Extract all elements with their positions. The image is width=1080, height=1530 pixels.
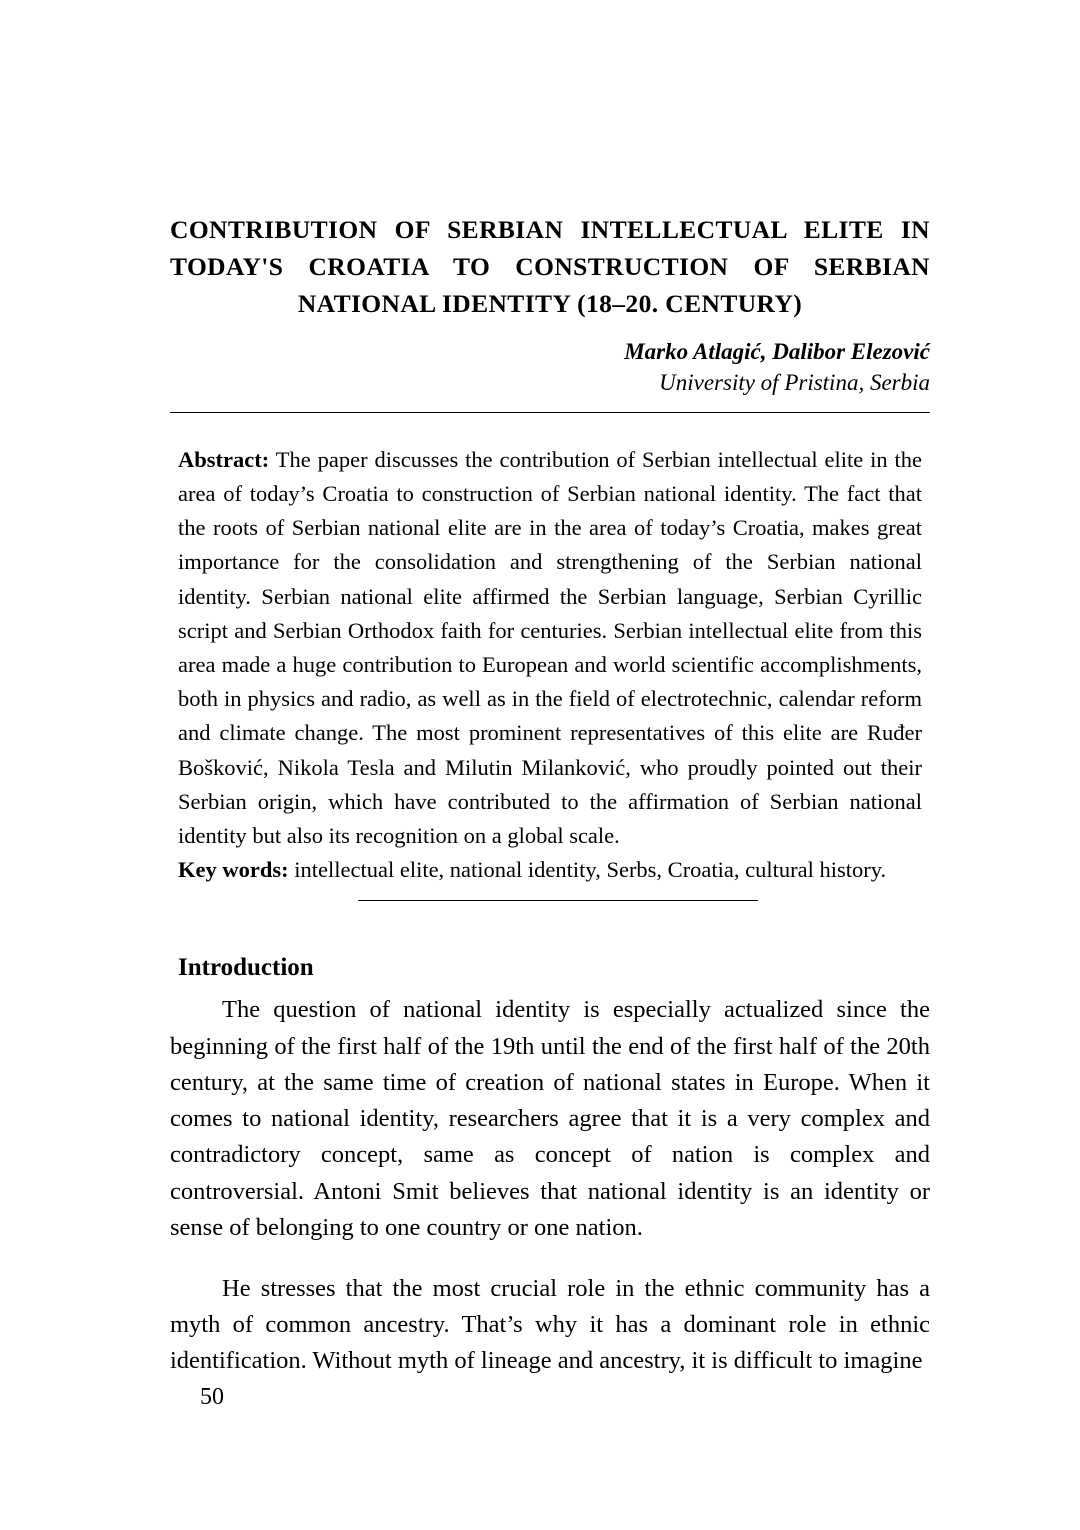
keywords-body: intellectual elite, national identity, Serbs, Croatia, cultural history. [288, 857, 887, 883]
title-line-3: NATIONAL IDENTITY (18–20. CENTURY) [297, 288, 803, 318]
body-paragraph-2: He stresses that the most crucial role in the ethnic community has a myth of common ancestry. That’s why it has a dominant role in ethnic identification. Without myth of lineage and ancestry, it is difficult to imagine [170, 1274, 930, 1375]
page-content [170, 212, 930, 1404]
abstract-divider [358, 900, 758, 901]
abstract-paragraph [178, 443, 922, 853]
keywords-paragraph [178, 853, 922, 887]
page-title [170, 212, 930, 323]
section-heading-introduction: Introduction [178, 954, 314, 982]
title-line-1: CONTRIBUTION OF SERBIAN INTELLECTUAL ELITE IN [170, 215, 930, 244]
abstract-body: The paper discusses the contribution of Serbian intellectual elite in the area of today’s Croatia to construction of Serbian national identity. The fact that the roots of Serbian national elite are in the area of today’s Croatia, makes great importance for the consolidation and strengthening of the Serbian national identity. Serbian national elite affirmed the Serbian language, Serbian Cyrillic script and Serbian Orthodox faith for centuries. Serbian intellectual elite from this area made a huge contribution to European and world scientific accomplishments, both in physics and radio, as well as in the field of electrotechnic, calendar reform and climate change. The most prominent representatives of this elite are Ruđer Bošković, Nikola Tesla and Milutin Milanković, who proudly pointed out their Serbian origin, which have contributed to the affirmation of Serbian national identity but also its recognition on a global scale. [178, 446, 922, 848]
header-divider [170, 412, 930, 413]
body-paragraph-1: The question of national identity is especially actualized since the beginning of the first half of the 19th until the end of the first half of the 20th century, at the same time of creation of national states in Europe. When it comes to national identity, researchers agree that it is a very complex and contradictory concept, same as concept of nation is complex and controversial. Antoni Smit believes that national identity is an identity or sense of belonging to one country or one nation. [170, 996, 930, 1241]
authors: Marko Atlagić, Dalibor Elezović [624, 338, 930, 364]
affiliation: University of Pristina, Serbia [659, 369, 930, 395]
keywords-label: Key words: [178, 857, 289, 883]
abstract-label: Abstract: [178, 446, 270, 472]
abstract-block [170, 443, 930, 887]
title-line-2: TODAY'S CROATIA TO CONSTRUCTION OF SERBIAN [170, 251, 930, 281]
page-number: 50 [200, 1384, 224, 1410]
